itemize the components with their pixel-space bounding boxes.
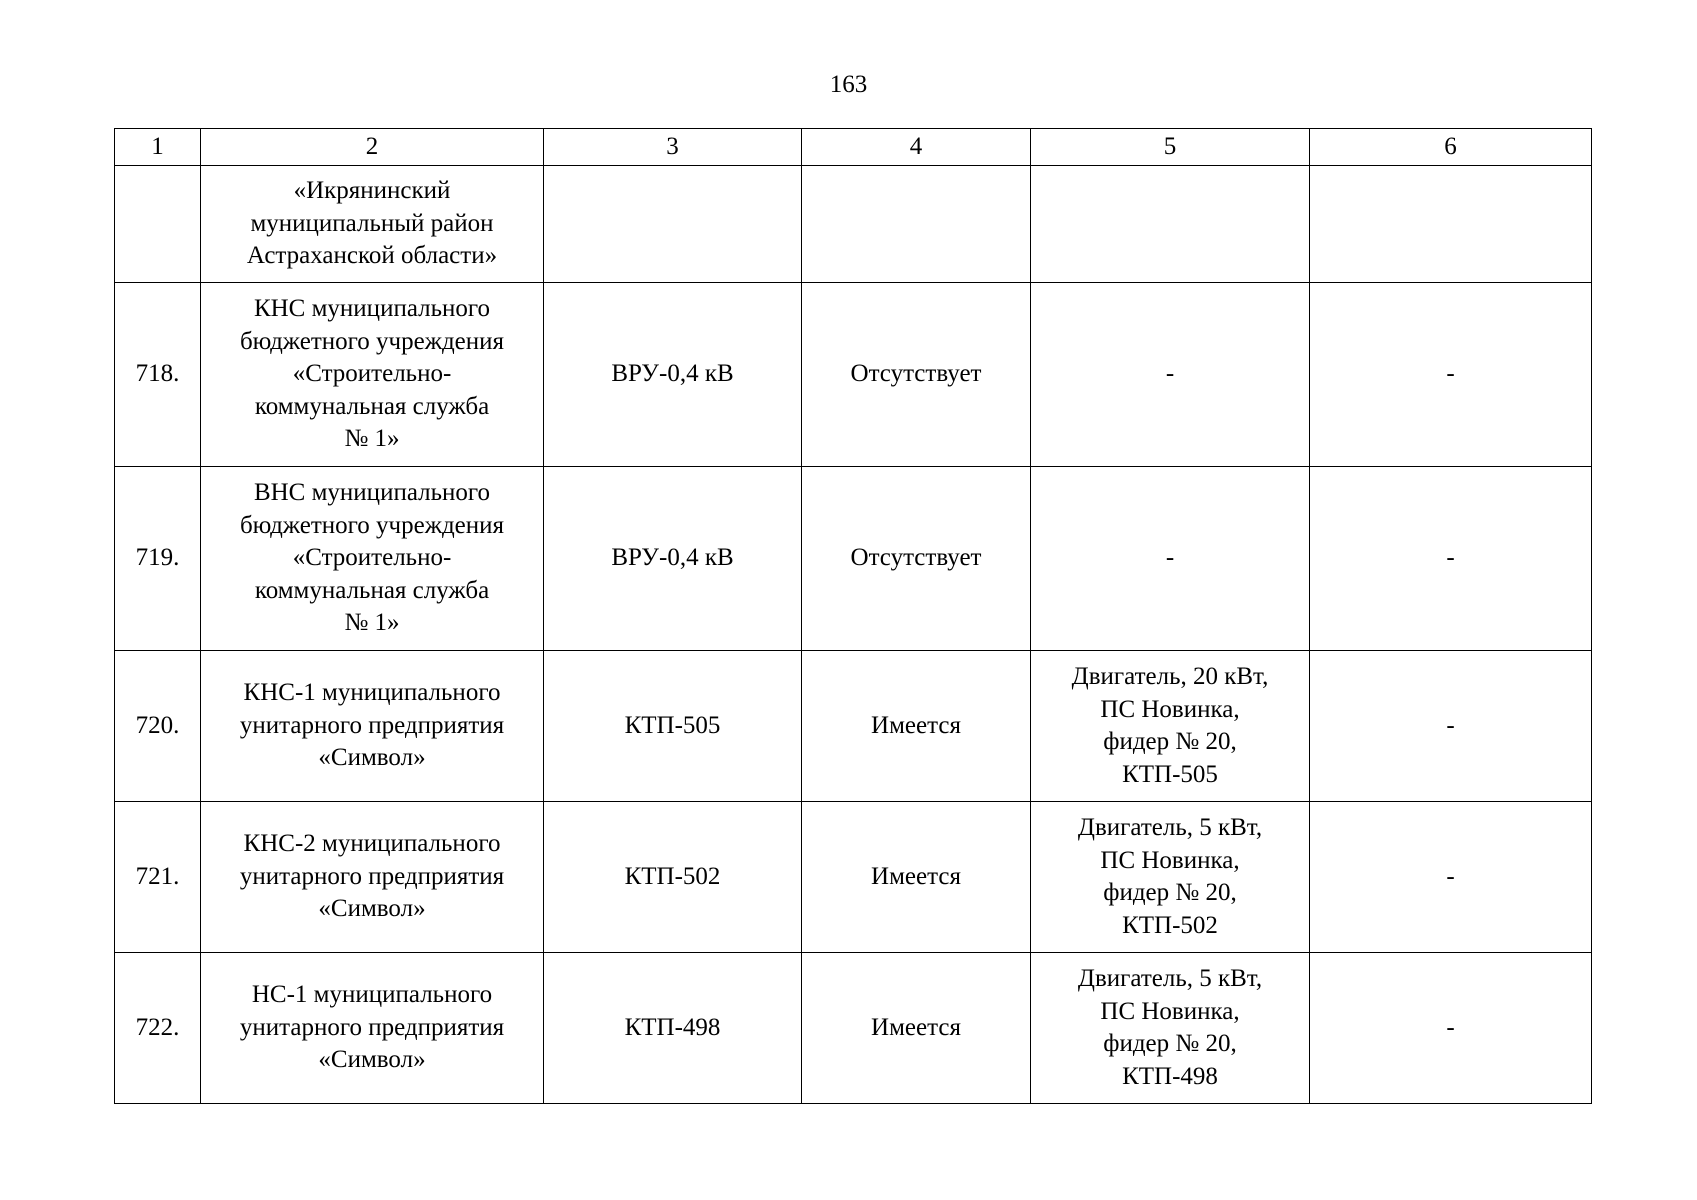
data-table (114, 128, 1592, 1104)
object-name: КНС-1 муниципального унитарного предприятия «Символ» (201, 651, 544, 802)
row-number (115, 166, 201, 283)
supply-point: КТП-498 (544, 953, 802, 1104)
column-6-value: - (1310, 283, 1592, 467)
reserve-details: - (1031, 467, 1310, 651)
header-cell: 3 (544, 129, 802, 166)
table-row (115, 467, 1592, 651)
object-name: ВНС муниципального бюджетного учреждения «Строительно- коммунальная служба № 1» (201, 467, 544, 651)
table-row (115, 166, 1592, 283)
table-row (115, 651, 1592, 802)
supply-point (544, 166, 802, 283)
header-cell: 1 (115, 129, 201, 166)
column-6-value: - (1310, 802, 1592, 953)
supply-point: КТП-502 (544, 802, 802, 953)
reserve-status: Имеется (802, 953, 1031, 1104)
reserve-details: Двигатель, 5 кВт, ПС Новинка, фидер № 20, КТП-498 (1031, 953, 1310, 1104)
reserve-status: Имеется (802, 802, 1031, 953)
row-number: 718. (115, 283, 201, 467)
object-name: НС-1 муниципального унитарного предприятия «Символ» (201, 953, 544, 1104)
column-6-value: - (1310, 953, 1592, 1104)
object-name: «Икрянинский муниципальный район Астраханской области» (201, 166, 544, 283)
header-cell: 2 (201, 129, 544, 166)
column-6-value: - (1310, 467, 1592, 651)
object-name: КНС муниципального бюджетного учреждения «Строительно- коммунальная служба № 1» (201, 283, 544, 467)
supply-point: КТП-505 (544, 651, 802, 802)
reserve-status: Отсутствует (802, 283, 1031, 467)
column-6-value: - (1310, 651, 1592, 802)
reserve-details: - (1031, 283, 1310, 467)
header-cell: 6 (1310, 129, 1592, 166)
row-number: 722. (115, 953, 201, 1104)
table-row (115, 283, 1592, 467)
column-6-value (1310, 166, 1592, 283)
reserve-details (1031, 166, 1310, 283)
table-row (115, 802, 1592, 953)
reserve-details: Двигатель, 20 кВт, ПС Новинка, фидер № 20, КТП-505 (1031, 651, 1310, 802)
header-row (115, 129, 1592, 166)
reserve-details: Двигатель, 5 кВт, ПС Новинка, фидер № 20, КТП-502 (1031, 802, 1310, 953)
header-cell: 5 (1031, 129, 1310, 166)
table-row (115, 953, 1592, 1104)
row-number: 719. (115, 467, 201, 651)
row-number: 720. (115, 651, 201, 802)
page-number: 163 (829, 71, 868, 98)
object-name: КНС-2 муниципального унитарного предприятия «Символ» (201, 802, 544, 953)
header-cell: 4 (802, 129, 1031, 166)
reserve-status (802, 166, 1031, 283)
reserve-status: Имеется (802, 651, 1031, 802)
row-number: 721. (115, 802, 201, 953)
reserve-status: Отсутствует (802, 467, 1031, 651)
supply-point: ВРУ-0,4 кВ (544, 467, 802, 651)
supply-point: ВРУ-0,4 кВ (544, 283, 802, 467)
